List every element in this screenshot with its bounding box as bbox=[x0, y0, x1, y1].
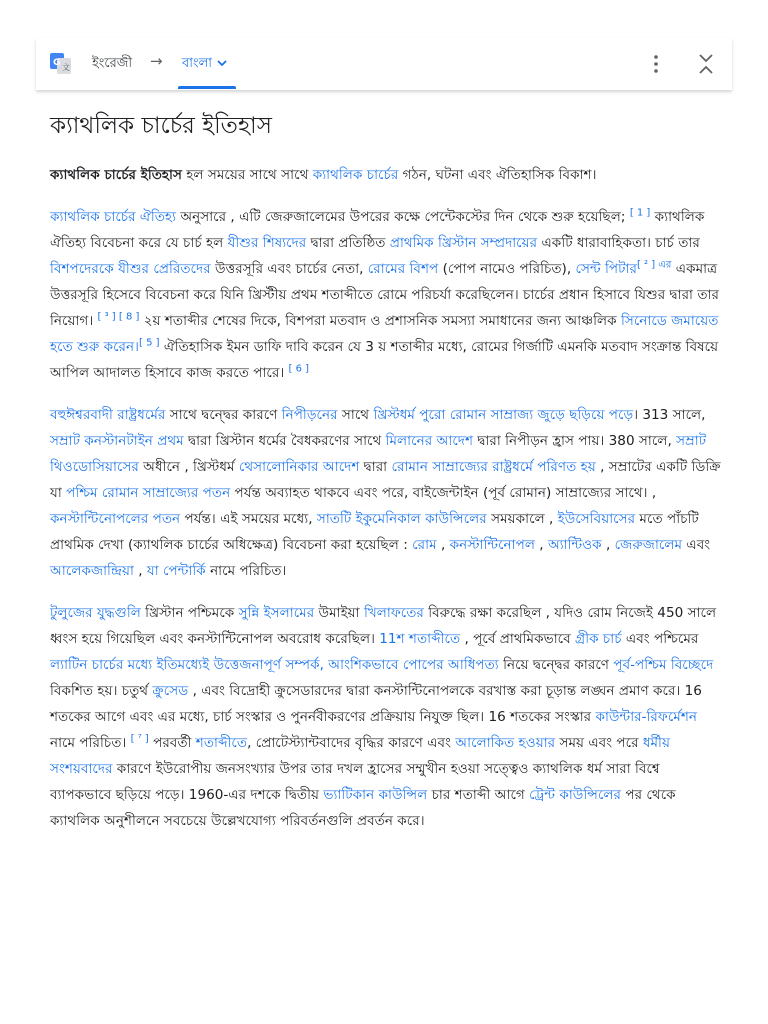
link[interactable]: রোম bbox=[412, 537, 437, 554]
link[interactable]: গ্রীক চার্চ bbox=[575, 631, 622, 648]
svg-text:G: G bbox=[53, 58, 61, 68]
link[interactable]: কাউন্টার-রিফর্মেশন bbox=[595, 709, 698, 726]
link[interactable]: ক্যাথলিক চার্চের ঐতিহ্য bbox=[50, 209, 177, 226]
link[interactable]: ইউসেবিয়াসের bbox=[557, 511, 636, 528]
target-language-label: বাংলা bbox=[182, 56, 213, 71]
link[interactable]: সেন্ট পিটার bbox=[575, 261, 637, 278]
citation-link[interactable]: [ ² ] এর bbox=[636, 259, 672, 271]
link[interactable]: ল্যাটিন চার্চের মধ্যে ইতিমধ্যেই উত্তেজনাপূর্ণ সম্পর্ক, আংশিকভাবে পোপের আধিপত্য bbox=[50, 657, 499, 674]
text: গঠন, ঘটনা এবং ঐতিহাসিক বিকাশ। bbox=[398, 167, 597, 184]
link[interactable]: টুলুজের যুদ্ধগুলি bbox=[50, 605, 141, 622]
link[interactable]: রোমান সাম্রাজ্যের রাষ্ট্রধর্মে পরিণত হয় bbox=[391, 459, 596, 476]
text: নামে পরিচিত। bbox=[205, 563, 287, 580]
target-language-underline bbox=[178, 86, 236, 89]
link[interactable]: যা পেন্টার্কি bbox=[146, 563, 206, 580]
text: ২য় শতাব্দীর শেষের দিকে, বিশপরা মতবাদ ও প্রশাসনিক সমস্যা সমাধানের জন্য আঞ্চলিক bbox=[139, 313, 621, 330]
link[interactable]: মিলানের আদেশ bbox=[385, 433, 473, 450]
link[interactable]: ভ্যাটিকান কাউন্সিল bbox=[323, 787, 428, 804]
arrow-icon: → bbox=[150, 52, 163, 70]
citation-link[interactable]: [ ⁷ ] bbox=[130, 733, 149, 745]
text: , পূর্বে প্রাথমিকভাবে bbox=[460, 631, 576, 648]
text: সাথে bbox=[337, 407, 374, 424]
bold-term: ক্যাথলিক চার্চের ইতিহাস bbox=[50, 167, 182, 184]
text: বিরুদ্ধে রক্ষা করেছিল , যদিও রোম নিজেই 450 সালে ধ্বংস হয়ে গিয়েছিল এবং কনস্টান্টিনোপল অবরোধ করেছিল। bbox=[50, 605, 717, 648]
citation-link[interactable]: [ ³ ] [ 8 ] bbox=[97, 311, 140, 323]
text: বিকশিত হয়। চতুর্থ bbox=[50, 683, 153, 700]
text: , সম্রাটের একটি ডিক্রি যা bbox=[50, 459, 721, 502]
text: পর্যন্ত। এই সময়ের মধ্যে, bbox=[180, 511, 317, 528]
link[interactable]: বিশপদেরকে যীশুর প্রেরিতদের bbox=[50, 261, 211, 278]
text: মতে পাঁচটি প্রাথমিক দেখা (ক্যাথলিক চার্চের অধিক্ষেত্র) বিবেচনা করা হয়েছিল : bbox=[50, 511, 699, 554]
link[interactable]: পূর্ব-পশ্চিম বিচ্ছেদে bbox=[613, 657, 714, 674]
link[interactable]: বহুঈশ্বরবাদী রাষ্ট্রধর্মের bbox=[50, 407, 166, 424]
text: একটি ধারাবাহিকতা। চার্চ তার bbox=[537, 235, 700, 252]
article-content bbox=[50, 110, 722, 850]
text: , প্রোটেস্ট্যান্টবাদের বৃদ্ধির কারণে এবং bbox=[247, 735, 456, 752]
link[interactable]: আলেকজান্দ্রিয়া bbox=[50, 563, 134, 580]
article-title: ক্যাথলিক চার্চের ইতিহাস bbox=[50, 113, 272, 139]
link[interactable]: যীশুর শিষ্যদের bbox=[227, 235, 307, 252]
more-vert-icon[interactable] bbox=[646, 52, 666, 76]
text: , bbox=[601, 537, 615, 554]
text: এবং bbox=[682, 537, 711, 554]
text: একমাত্র উত্তরসূরি হিসেবে বিবেচনা করে যিনি খ্রিস্টীয় প্রথম শতাব্দীতে রোমে পরিচর্যা করেছিলেন। চার্চের প্রধান হিসাবে যিশুর দ্বারা তার নিয়োগ। bbox=[50, 261, 719, 330]
link[interactable]: খ্রিস্টধর্ম পুরো রোমান সাম্রাজ্য জুড়ে ছড়িয়ে পড়ে bbox=[373, 407, 634, 424]
translate-toolbar bbox=[0, 0, 768, 92]
link[interactable]: নিপীড়নের bbox=[281, 407, 338, 424]
text: পর থেকে ক্যাথলিক অনুশীলনে সবচেয়ে উল্লেখযোগ্য পরিবর্তনগুলি প্রবর্তন করে। bbox=[50, 787, 676, 830]
svg-text:文: 文 bbox=[62, 63, 70, 72]
text: উমাইয়া bbox=[314, 605, 364, 622]
target-language-dropdown[interactable] bbox=[182, 54, 227, 75]
text: , bbox=[436, 537, 450, 554]
link[interactable]: সম্রাট থিওডোসিয়াসের bbox=[50, 433, 707, 476]
text: হল সময়ের সাথে সাথে bbox=[181, 167, 313, 184]
link[interactable]: সম্রাট কনস্টানটাইন প্রথম bbox=[50, 433, 184, 450]
link[interactable]: সাতটি ইকুমেনিকাল কাউন্সিলের bbox=[316, 511, 487, 528]
collapse-icon[interactable] bbox=[696, 52, 716, 76]
text: অনুসারে , এটি জেরুজালেমের উপরের কক্ষে পেন্টেকস্টের দিন থেকে শুরু হয়েছিল; bbox=[176, 209, 630, 226]
text: দ্বারা নিপীড়ন হ্রাস পায়। 380 সালে, bbox=[473, 433, 677, 450]
link[interactable]: প্রাথমিক খ্রিস্টান সম্প্রদায়ের bbox=[389, 235, 538, 252]
link[interactable]: খিলাফতের bbox=[363, 605, 424, 622]
paragraph-spread bbox=[50, 402, 722, 584]
chevron-down-icon bbox=[217, 56, 227, 71]
link[interactable]: ক্যাথলিক চার্চের bbox=[312, 167, 399, 184]
paragraph-intro bbox=[50, 162, 722, 188]
text: ঐতিহাসিক ইমন ডাফি দাবি করেন যে 3 য় শতাব্দীর মধ্যে, রোমের গির্জাটি এমনকি মতবাদ সংক্রান্ত বিষয়ে আপিল আদালত হিসাবে কাজ করতে পারে। bbox=[50, 339, 719, 382]
text: দ্বারা খ্রিস্টান ধর্মের বৈধকরণের সাথে bbox=[183, 433, 386, 450]
link[interactable]: থেসালোনিকার আদেশ bbox=[238, 459, 360, 476]
link[interactable]: শতাব্দীতে bbox=[195, 735, 248, 752]
text: নিয়ে দ্বন্দ্বের কারণে bbox=[498, 657, 614, 674]
text: কারণে ইউরোপীয় জনসংখ্যার উপর তার দখল হ্রাসের সম্মুখীন হওয়া সত্ত্বেও ক্যাথলিক ধর্ম সারা বিশ্বে ব্যাপকভাবে ছড়িয়ে পড়ে। 1960-এর দশকে দ্বিতীয় bbox=[50, 761, 660, 804]
link[interactable]: জেরুজালেম bbox=[614, 537, 683, 554]
text: এবং পশ্চিমের bbox=[621, 631, 699, 648]
text: অধীনে , খ্রিস্টধর্ম bbox=[138, 459, 239, 476]
link[interactable]: অ্যান্টিওক bbox=[547, 537, 602, 554]
translate-bar bbox=[36, 38, 732, 90]
text: পরবর্তী bbox=[148, 735, 196, 752]
text: পর্যন্ত অব্যাহত থাকবে এবং পরে, বাইজেন্টাইন (পূর্ব রোমান) সাম্রাজ্যের সাথে। , bbox=[230, 485, 657, 502]
link[interactable]: কনস্টান্টিনোপলের পতন bbox=[50, 511, 181, 528]
text: চার শতাব্দী আগে bbox=[427, 787, 530, 804]
text: , bbox=[133, 563, 147, 580]
link[interactable]: ক্রুসেড bbox=[152, 683, 189, 700]
citation-link[interactable]: [ 5 ] bbox=[139, 337, 160, 349]
source-language[interactable]: ইংরেজী bbox=[92, 56, 133, 71]
text: সময়কালে , bbox=[486, 511, 558, 528]
text: দ্বারা bbox=[359, 459, 392, 476]
text: , bbox=[534, 537, 548, 554]
link[interactable]: সিনোডে জমায়েত হতে শুরু করেন। bbox=[50, 313, 719, 356]
link[interactable]: কনস্টান্টিনোপল bbox=[449, 537, 535, 554]
link[interactable]: 11শ শতাব্দীতে bbox=[379, 631, 461, 648]
paragraph-medieval bbox=[50, 600, 722, 834]
text: । 313 সালে, bbox=[633, 407, 706, 424]
google-translate-icon bbox=[50, 53, 72, 75]
text: ক্যাথলিক ঐতিহ্য বিবেচনা করে যে চার্চ হল bbox=[50, 209, 705, 252]
link[interactable]: ধর্মীয় সংশয়বাদের bbox=[50, 735, 670, 778]
link[interactable]: সুন্নি ইসলামের bbox=[238, 605, 315, 622]
paragraph-tradition bbox=[50, 204, 722, 386]
text: সময় এবং পরে bbox=[555, 735, 643, 752]
text: উত্তরসূরি এবং চার্চের নেতা, bbox=[210, 261, 368, 278]
link[interactable]: আলোকিত হওয়ার bbox=[455, 735, 556, 752]
text: নামে পরিচিত। bbox=[50, 735, 131, 752]
text: দ্বারা প্রতিষ্ঠিত bbox=[306, 235, 390, 252]
citation-link[interactable]: [ 1 ] bbox=[629, 207, 651, 219]
link[interactable]: পশ্চিম রোমান সাম্রাজ্যের পতন bbox=[66, 485, 231, 502]
text: , এবং বিদ্রোহী ক্রুসেডারদের দ্বারা কনস্টান্টিনোপলকে বরখাস্ত করা চূড়ান্ত লঙ্ঘন প্রমাণ করে। 16 শতকের আগে এবং এর মধ্যে, চার্চ সংস্কার ও পুনর্নবীকরণের প্রক্রিয়ায় নিযুক্ত ছিল। 16 শতকের সংস্কার bbox=[50, 683, 702, 726]
link[interactable]: ট্রেন্ট কাউন্সিলের bbox=[529, 787, 622, 804]
citation-link[interactable]: [ 6 ] bbox=[288, 363, 310, 375]
link[interactable]: রোমের বিশপ bbox=[367, 261, 439, 278]
text: খ্রিস্টান পশ্চিমকে bbox=[140, 605, 239, 622]
text: সাথে দ্বন্দ্বের কারণে bbox=[165, 407, 282, 424]
text: (পোপ নামেও পরিচিত), bbox=[438, 261, 576, 278]
